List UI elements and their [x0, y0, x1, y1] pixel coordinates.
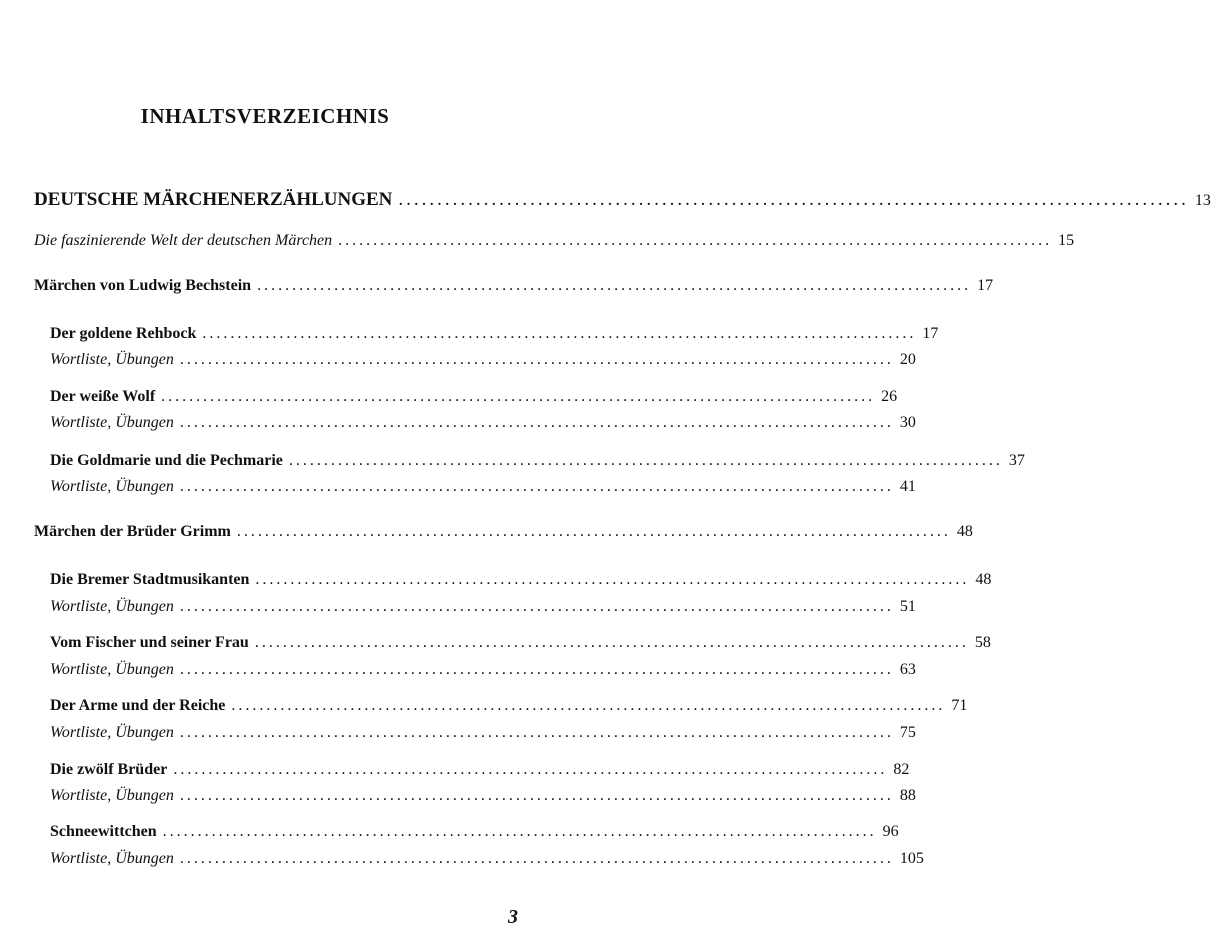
toc-entry-title: Wortliste, Übungen [50, 787, 174, 804]
dot-leader: ...................................................................................................... [288, 452, 1003, 469]
toc-entry-exercises [50, 348, 916, 372]
dot-leader: ...................................................................................................... [179, 351, 894, 368]
page-title: INHALTSVERZEICHNIS [140, 104, 390, 128]
toc-entry-title: Der weiße Wolf [50, 388, 156, 405]
toc-entry-exercises [50, 721, 916, 745]
toc-entry-title: Wortliste, Übungen [50, 351, 174, 368]
toc-entry-story [50, 694, 968, 718]
dot-leader: ...................................................................................................... [162, 823, 877, 840]
toc-entry-title: Die faszinierende Welt der deutschen Märchen [34, 232, 333, 249]
dot-leader: ...................................................................................................... [202, 325, 917, 342]
toc-entry-exercises [50, 784, 916, 808]
dot-leader: ...................................................................................................... [254, 634, 969, 651]
toc-entry-page: 82 [893, 761, 910, 778]
toc-entry-exercises [50, 847, 924, 871]
toc-entry-page: 20 [899, 351, 916, 368]
dot-leader: ...................................................................................................... [179, 598, 894, 615]
toc-entry-page: 63 [899, 661, 916, 678]
toc-entry-title: Wortliste, Übungen [50, 724, 174, 741]
toc-entry-page: 15 [1058, 232, 1075, 249]
toc-entry-introduction [34, 229, 1075, 253]
toc-entry-title: DEUTSCHE MÄRCHENERZÄHLUNGEN [34, 189, 393, 210]
toc-entry-title: Wortliste, Übungen [50, 414, 174, 431]
toc-entry-story [50, 322, 939, 346]
toc-entry-title: Märchen von Ludwig Bechstein [34, 277, 252, 294]
dot-leader: ...................................................................................................... [255, 571, 970, 588]
toc-entry-title: Wortliste, Übungen [50, 598, 174, 615]
dot-leader: ...................................................................................................... [161, 388, 876, 405]
toc-entry-title: Wortliste, Übungen [50, 478, 174, 495]
toc-entry-title: Märchen der Brüder Grimm [34, 523, 231, 540]
toc-entry-title: Wortliste, Übungen [50, 850, 174, 867]
toc-entry-story [50, 568, 992, 592]
toc-entry-page: 17 [977, 277, 994, 294]
toc-entry-page: 71 [951, 697, 968, 714]
dot-leader: ...................................................................................................... [398, 189, 1189, 210]
toc-entry-title: Der Arme und der Reiche [50, 697, 226, 714]
toc-entry-exercises [50, 411, 916, 435]
toc-entry-title: Schneewittchen [50, 823, 157, 840]
toc-entry-story [50, 449, 1025, 473]
toc-entry-page: 75 [899, 724, 916, 741]
toc-entry-exercises [50, 658, 916, 682]
dot-leader: ...................................................................................................... [257, 277, 972, 294]
toc-entry-page: 37 [1008, 452, 1025, 469]
toc-entry-page: 41 [899, 478, 916, 495]
dot-leader: ...................................................................................................... [231, 697, 946, 714]
toc-entry-exercises [50, 595, 916, 619]
toc-entry-page: 51 [899, 598, 916, 615]
toc-entry-story [50, 631, 991, 655]
toc-entry-story [50, 820, 899, 844]
toc-entry-title: Die zwölf Brüder [50, 761, 168, 778]
toc-entry-page: 105 [899, 850, 924, 867]
dot-leader: ...................................................................................................... [179, 724, 894, 741]
page-number: 3 [508, 906, 518, 928]
dot-leader: ...................................................................................................... [179, 787, 894, 804]
toc-entry-title: Die Goldmarie und die Pechmarie [50, 452, 283, 469]
toc-entry-title: Der goldene Rehbock [50, 325, 197, 342]
toc-entry-title: Wortliste, Übungen [50, 661, 174, 678]
dot-leader: ...................................................................................................... [179, 414, 894, 431]
toc-entry-title: Vom Fischer und seiner Frau [50, 634, 249, 651]
dot-leader: ...................................................................................................... [173, 761, 888, 778]
dot-leader: ...................................................................................................... [179, 850, 894, 867]
toc-entry-page: 30 [899, 414, 916, 431]
toc-entry-page: 48 [956, 523, 973, 540]
toc-entry-page: 13 [1194, 192, 1211, 209]
toc-entry-exercises [50, 475, 916, 499]
toc-entry-page: 48 [975, 571, 992, 588]
toc-entry-main-section [34, 188, 1211, 212]
toc-entry-story [50, 758, 910, 782]
dot-leader: ...................................................................................................... [179, 661, 894, 678]
toc-entry-page: 96 [882, 823, 899, 840]
toc-entry-page: 58 [974, 634, 991, 651]
toc-entry-chapter [34, 520, 973, 544]
dot-leader: ...................................................................................................... [236, 523, 951, 540]
toc-entry-title: Die Bremer Stadtmusikanten [50, 571, 250, 588]
toc-entry-chapter [34, 274, 994, 298]
dot-leader: ...................................................................................................... [179, 478, 894, 495]
dot-leader: ...................................................................................................... [338, 232, 1053, 249]
toc-entry-story [50, 385, 898, 409]
toc-entry-page: 88 [899, 787, 916, 804]
toc-entry-page: 26 [881, 388, 898, 405]
toc-entry-page: 17 [922, 325, 939, 342]
